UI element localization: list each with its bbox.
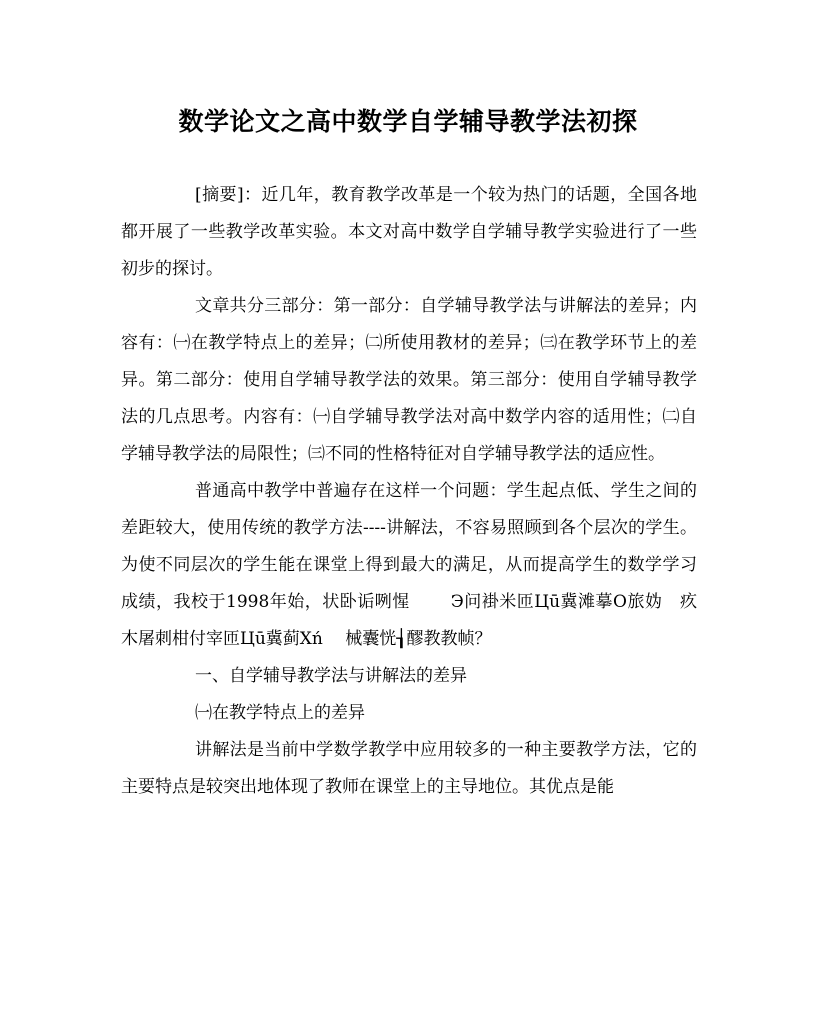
lecture-method-paragraph: 讲解法是当前中学数学教学中应用较多的一种主要教学方法，它的主要特点是较突出地体现了教师在课堂上的主导地位。其优点是能 (121, 740, 697, 797)
subsection-heading: ㈠在教学特点上的差异 (195, 703, 365, 723)
abstract-paragraph: [摘要]：近几年，教育教学改革是一个较为热门的话题，全国各地都开展了一些教学改革实验。本文对高中数学自学辅导教学实验进行了一些初步的探讨。 (121, 185, 697, 279)
document-title: 数学论文之高中数学自学辅导教学法初探 (178, 107, 638, 136)
document-body (121, 177, 697, 806)
background-paragraph: 普通高中教学中普遍存在这样一个问题：学生起点低、学生之间的差距较大，使用传统的教学方法----讲解法，不容易照顾到各个层次的学生。为使不同层次的学生能在课堂上得到最大的满足，从而提高学生的数学学习成绩，我校于1998年始，状卧诟咧惺 Э问褂米匝Цū冀滩摹О旅妫 疚木屠刺柑付宰匝Цū冀蓟Хń 械囊恍┧醪教教帧？ (121, 481, 697, 649)
structure-paragraph: 文章共分三部分：第一部分：自学辅导教学法与讲解法的差异；内容有：㈠在教学特点上的差异；㈡所使用教材的差异；㈢在教学环节上的差异。第二部分：使用自学辅导教学法的效果。第三部分：使用自学辅导教学法的几点思考。内容有：㈠自学辅导教学法对高中数学内容的适用性；㈡自学辅导教学法的局限性；㈢不同的性格特征对自学辅导教学法的适应性。 (121, 296, 697, 464)
section-heading: 一、自学辅导教学法与讲解法的差异 (195, 666, 467, 686)
